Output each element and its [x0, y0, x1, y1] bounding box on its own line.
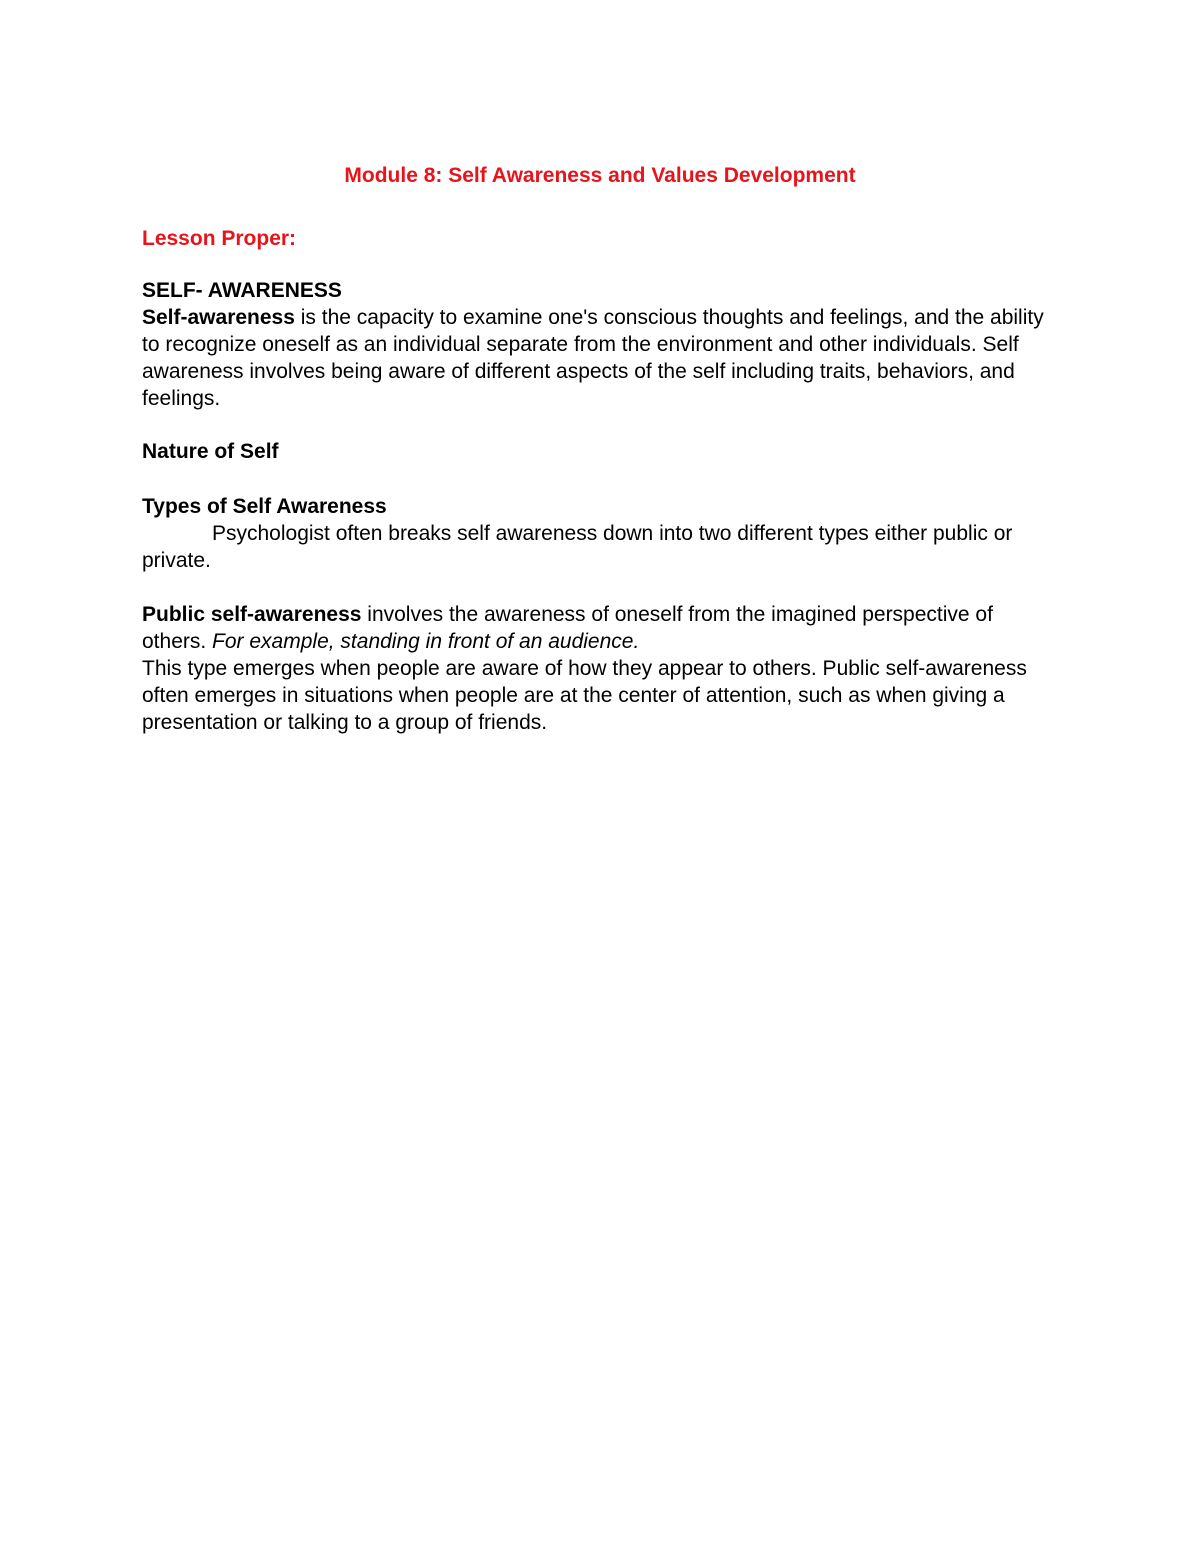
lesson-proper-label: Lesson Proper:: [142, 227, 297, 250]
public-self-awareness-paragraph: [142, 601, 1062, 655]
document-body: [142, 162, 1062, 736]
types-heading: Types of Self Awareness: [142, 495, 387, 518]
self-awareness-paragraph: [142, 304, 1062, 412]
types-intro-paragraph: [142, 520, 1062, 574]
types-intro-text: Psychologist often breaks self awareness down into two different types either public or private.: [142, 522, 1013, 572]
self-awareness-heading: SELF- AWARENESS: [142, 279, 342, 302]
self-awareness-term: Self-awareness: [142, 306, 295, 329]
public-detail-paragraph: This type emerges when people are aware of how they appear to others. Public self-awareness often emerges in situations when people are at the center of attention, such as when giving a presentation or talking to a group of friends.: [142, 657, 1027, 734]
public-term: Public self-awareness: [142, 603, 362, 626]
public-definition: involves the awareness of oneself from the imagined perspective of others.: [142, 603, 993, 653]
public-example: For example, standing in front of an audience.: [212, 630, 640, 653]
module-title: Module 8: Self Awareness and Values Development: [344, 164, 856, 187]
self-awareness-definition: is the capacity to examine one's conscious thoughts and feelings, and the ability to recognize oneself as an individual separate from the environment and other individuals. Self awareness involves being aware of different aspects of the self including traits, behaviors, and feelings.: [142, 306, 1044, 410]
nature-of-self-heading: Nature of Self: [142, 440, 279, 463]
